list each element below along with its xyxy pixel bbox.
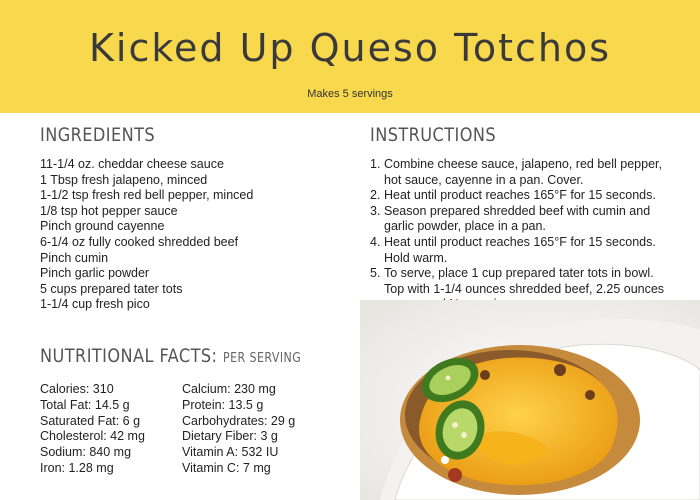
nutrition-item: Dietary Fiber: 3 g bbox=[182, 429, 278, 444]
step-line: Hold warm. bbox=[384, 250, 448, 265]
ingredient-item: 1-1/2 tsp fresh red bell pepper, minced bbox=[40, 188, 254, 203]
instruction-step bbox=[370, 157, 690, 188]
ingredient-item: 6-1/4 oz fully cooked shredded beef bbox=[40, 234, 239, 249]
ingredients-heading: INGREDIENTS bbox=[40, 124, 156, 146]
ingredient-item: Pinch garlic powder bbox=[40, 266, 150, 281]
step-line: To serve, place 1 cup prepared tater tots in bowl. bbox=[384, 266, 654, 281]
step-line: Heat until product reaches 165°F for 15 seconds. bbox=[384, 188, 656, 203]
nutrition-item: Carbohydrates: 29 g bbox=[182, 413, 296, 428]
ingredient-item: 5 cups prepared tater tots bbox=[40, 281, 183, 296]
instructions-heading: INSTRUCTIONS bbox=[370, 124, 497, 146]
nutrition-heading bbox=[40, 345, 301, 367]
ingredient-item: Pinch cumin bbox=[40, 250, 109, 265]
nutrition-item: Protein: 13.5 g bbox=[182, 397, 264, 412]
servings-label: Makes 5 servings bbox=[307, 88, 393, 100]
ingredient-item: 1/8 tsp hot pepper sauce bbox=[40, 203, 178, 218]
nutrition-heading-label: NUTRITIONAL FACTS: bbox=[40, 345, 218, 367]
nutrition-heading-sub: PER SERVING bbox=[222, 351, 302, 366]
instruction-step bbox=[370, 204, 690, 235]
ingredient-item: 1 Tbsp fresh jalapeno, minced bbox=[40, 172, 208, 187]
food-photo bbox=[360, 300, 700, 500]
nutrition-item: Vitamin A: 532 IU bbox=[182, 445, 279, 460]
step-line: Combine cheese sauce, jalapeno, red bell pepper, bbox=[384, 157, 662, 171]
step-line: hot sauce, cayenne in a pan. Cover. bbox=[384, 172, 584, 187]
nutrition-item: Calories: 310 bbox=[40, 382, 114, 396]
instructions-list bbox=[370, 157, 690, 313]
step-text bbox=[384, 188, 656, 204]
ingredient-item: Pinch ground cayenne bbox=[40, 219, 165, 234]
ingredient-item: 1-1/4 cup fresh pico bbox=[40, 297, 150, 312]
step-line: Top with 1-1/4 ounces shredded beef, 2.25 ounces bbox=[384, 281, 665, 296]
step-line: garlic powder, place in a pan. bbox=[384, 219, 546, 234]
step-line: Heat until product reaches 165°F for 15 seconds. bbox=[384, 234, 656, 249]
nutrition-list-right bbox=[182, 382, 332, 477]
step-text bbox=[384, 204, 650, 235]
step-line: Season prepared shredded beef with cumin and bbox=[384, 203, 651, 218]
nutrition-item: Cholesterol: 42 mg bbox=[40, 429, 145, 444]
nutrition-item: Sodium: 840 mg bbox=[40, 445, 132, 460]
nutrition-item: Total Fat: 14.5 g bbox=[40, 397, 130, 412]
nutrition-item: Vitamin C: 7 mg bbox=[182, 460, 271, 475]
step-number: 3. bbox=[370, 203, 381, 218]
nutrition-item: Calcium: 230 mg bbox=[182, 382, 276, 396]
step-number: 4. bbox=[370, 234, 381, 249]
step-text bbox=[384, 235, 656, 266]
ingredients-list bbox=[40, 157, 340, 313]
instruction-step bbox=[370, 235, 690, 266]
step-number: 1. bbox=[370, 157, 381, 171]
step-number: 2. bbox=[370, 188, 381, 203]
ingredient-item: 11-1/4 oz. cheddar cheese sauce bbox=[40, 157, 224, 171]
instruction-step bbox=[370, 188, 690, 204]
recipe-title: Kicked Up Queso Totchos bbox=[88, 26, 612, 70]
nutrition-item: Iron: 1.28 mg bbox=[40, 460, 114, 475]
nutrition-list-left bbox=[40, 382, 180, 477]
step-text bbox=[384, 157, 662, 188]
step-number: 5. bbox=[370, 266, 381, 281]
nutrition-item: Saturated Fat: 6 g bbox=[40, 413, 141, 428]
